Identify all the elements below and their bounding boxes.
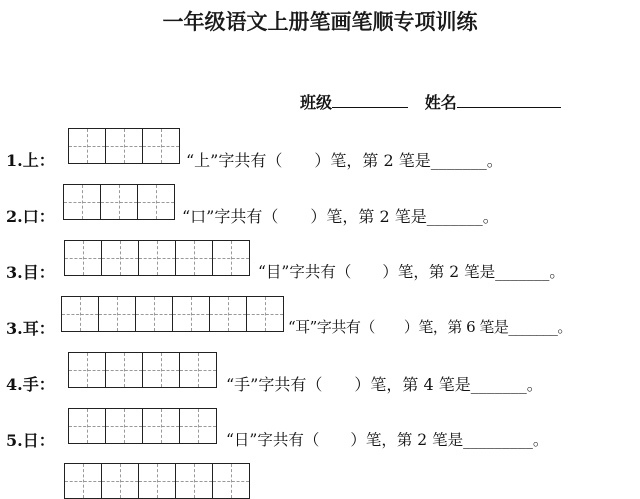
class-label: 班级 <box>300 93 333 112</box>
tian-grid-box[interactable] <box>180 353 217 387</box>
tian-grid-box[interactable] <box>138 185 175 219</box>
tian-grid-box[interactable] <box>213 241 250 275</box>
class-blank[interactable] <box>332 91 408 108</box>
tian-grid-box[interactable] <box>102 464 139 498</box>
question-number: 3.目： <box>6 263 55 282</box>
tian-grid-box[interactable] <box>65 464 102 498</box>
tian-grid-box[interactable] <box>176 241 213 275</box>
tian-grid-box[interactable] <box>176 464 213 498</box>
tian-grid-box[interactable] <box>136 297 173 331</box>
writing-grid[interactable] <box>61 296 284 332</box>
name-label: 姓名 <box>424 93 457 112</box>
tian-grid-box[interactable] <box>210 297 247 331</box>
tian-grid-box[interactable] <box>69 409 106 443</box>
question-number: 2.口： <box>6 207 55 226</box>
tian-grid-box[interactable] <box>62 297 99 331</box>
tian-grid-box[interactable] <box>106 409 143 443</box>
question-text: “目”字共有（ ）笔，第 2 笔是_______。 <box>258 263 565 281</box>
class-name-line <box>300 90 561 113</box>
tian-grid-box[interactable] <box>143 409 180 443</box>
writing-grid[interactable] <box>68 408 217 444</box>
name-blank[interactable] <box>457 91 561 108</box>
tian-grid-box[interactable] <box>69 129 106 163</box>
tian-grid-box[interactable] <box>65 241 102 275</box>
tian-grid-box[interactable] <box>69 353 106 387</box>
tian-grid-box[interactable] <box>173 297 210 331</box>
question-number: 1.上： <box>6 151 55 170</box>
tian-grid-box[interactable] <box>64 185 101 219</box>
question-number: 5.日： <box>6 431 55 450</box>
question-number: 3.耳： <box>6 319 55 338</box>
question-text: “耳”字共有（ ）笔，第 6 笔是_______。 <box>288 318 572 336</box>
tian-grid-box[interactable] <box>101 185 138 219</box>
question-number: 4.手： <box>6 375 55 394</box>
tian-grid-box[interactable] <box>143 129 180 163</box>
tian-grid-box[interactable] <box>99 297 136 331</box>
tian-grid-box[interactable] <box>106 129 143 163</box>
tian-grid-box[interactable] <box>102 241 139 275</box>
question-text: “手”字共有（ ）笔，第 4 笔是_______。 <box>226 375 543 394</box>
tian-grid-box[interactable] <box>139 464 176 498</box>
writing-grid[interactable] <box>68 352 217 388</box>
tian-grid-box[interactable] <box>180 409 217 443</box>
question-text: “日”字共有（ ）笔，第 2 笔是_________。 <box>226 431 549 449</box>
tian-grid-box[interactable] <box>247 297 284 331</box>
writing-grid[interactable] <box>68 128 180 164</box>
tian-grid-box[interactable] <box>139 241 176 275</box>
tian-grid-box[interactable] <box>213 464 250 498</box>
page-title: 一年级语文上册笔画笔顺专项训练 <box>162 10 478 34</box>
question-text: “口”字共有（ ）笔，第 2 笔是_______。 <box>182 207 499 226</box>
writing-grid[interactable] <box>64 463 250 499</box>
tian-grid-box[interactable] <box>106 353 143 387</box>
question-text: “上”字共有（ ）笔，第 2 笔是_______。 <box>186 151 503 170</box>
tian-grid-box[interactable] <box>143 353 180 387</box>
writing-grid[interactable] <box>63 184 175 220</box>
writing-grid[interactable] <box>64 240 250 276</box>
